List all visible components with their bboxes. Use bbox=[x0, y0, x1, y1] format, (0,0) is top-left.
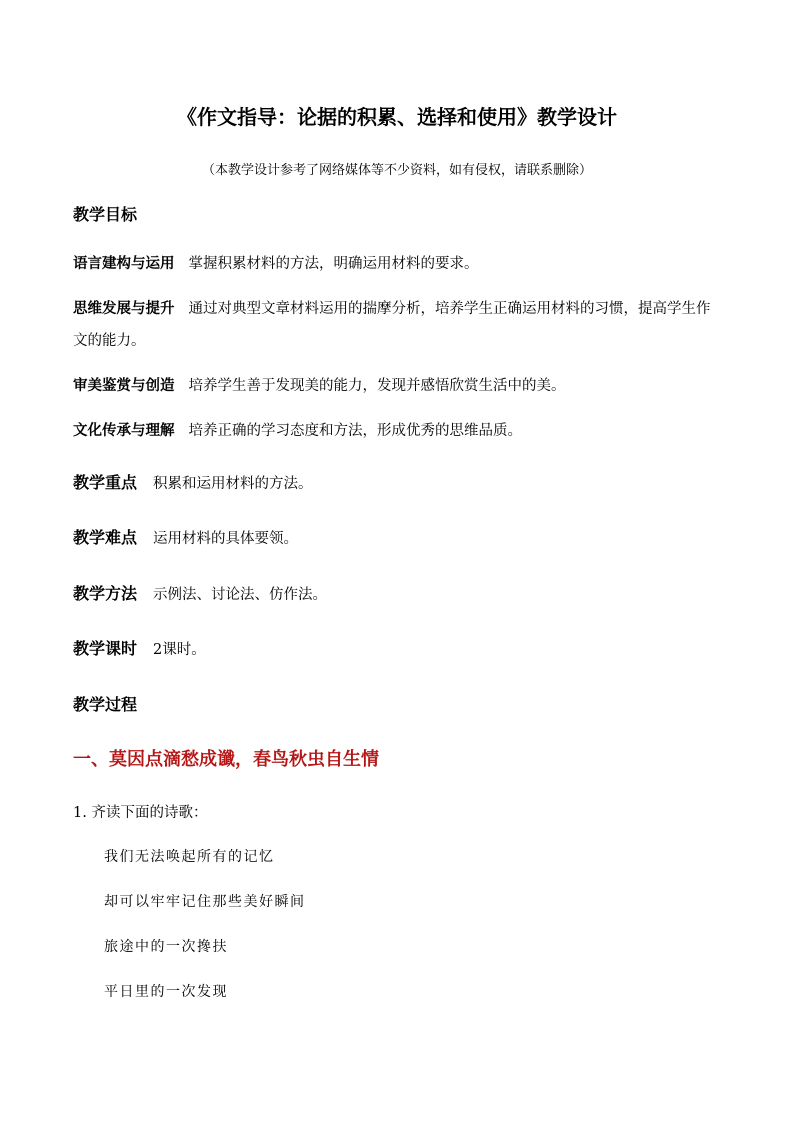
objective-label: 语言建构与运用 bbox=[73, 255, 175, 272]
class-hours-label: 教学课时 bbox=[73, 639, 138, 658]
document-title: 《作文指导：论据的积累、选择和使用》教学设计 bbox=[177, 105, 617, 129]
objectives-heading: 教学目标 bbox=[73, 205, 138, 224]
objective-label: 思维发展与提升 bbox=[73, 300, 175, 317]
poem-line: 却可以牢牢记住那些美好瞬间 bbox=[104, 894, 306, 910]
objective-label: 文化传承与理解 bbox=[73, 422, 175, 439]
process-heading: 教学过程 bbox=[73, 695, 138, 714]
objective-text: 掌握积累材料的方法，明确运用材料的要求。 bbox=[188, 256, 479, 272]
methods bbox=[73, 583, 327, 606]
objective-text: 培养正确的学习态度和方法，形成优秀的思维品质。 bbox=[188, 423, 522, 439]
methods-text: 示例法、讨论法、仿作法。 bbox=[153, 587, 328, 603]
difficulties-label: 教学难点 bbox=[73, 528, 138, 547]
class-hours-text: 2课时。 bbox=[153, 642, 206, 658]
document-subtitle: （本教学设计参考了网络媒体等不少资料，如有侵权，请联系删除） bbox=[201, 163, 592, 178]
objective-language bbox=[73, 248, 723, 280]
class-hours bbox=[73, 638, 206, 661]
key-points-text: 积累和运用材料的方法。 bbox=[153, 476, 313, 492]
poem-line: 旅途中的一次搀扶 bbox=[104, 939, 228, 955]
objective-thinking bbox=[73, 293, 723, 357]
objective-aesthetics bbox=[73, 370, 723, 402]
difficulties bbox=[73, 527, 298, 550]
list-item: 1. 齐读下面的诗歌： bbox=[73, 805, 208, 821]
objective-culture bbox=[73, 415, 723, 447]
objective-label: 审美鉴赏与创造 bbox=[73, 377, 175, 394]
key-points-label: 教学重点 bbox=[73, 473, 138, 492]
difficulties-text: 运用材料的具体要领。 bbox=[153, 531, 299, 547]
section-one-heading: 一、莫因点滴愁成谶，春鸟秋虫自生情 bbox=[73, 749, 379, 770]
methods-label: 教学方法 bbox=[73, 584, 138, 603]
poem-line: 平日里的一次发现 bbox=[104, 984, 228, 1000]
objective-text: 通过对典型文章材料运用的揣摩分析，培养学生正确运用材料的习惯，提高学生作文的能力。 bbox=[73, 301, 711, 349]
poem-line: 我们无法唤起所有的记忆 bbox=[104, 849, 275, 865]
objective-text: 培养学生善于发现美的能力，发现并感悟欣赏生活中的美。 bbox=[188, 378, 566, 394]
key-points bbox=[73, 472, 313, 495]
